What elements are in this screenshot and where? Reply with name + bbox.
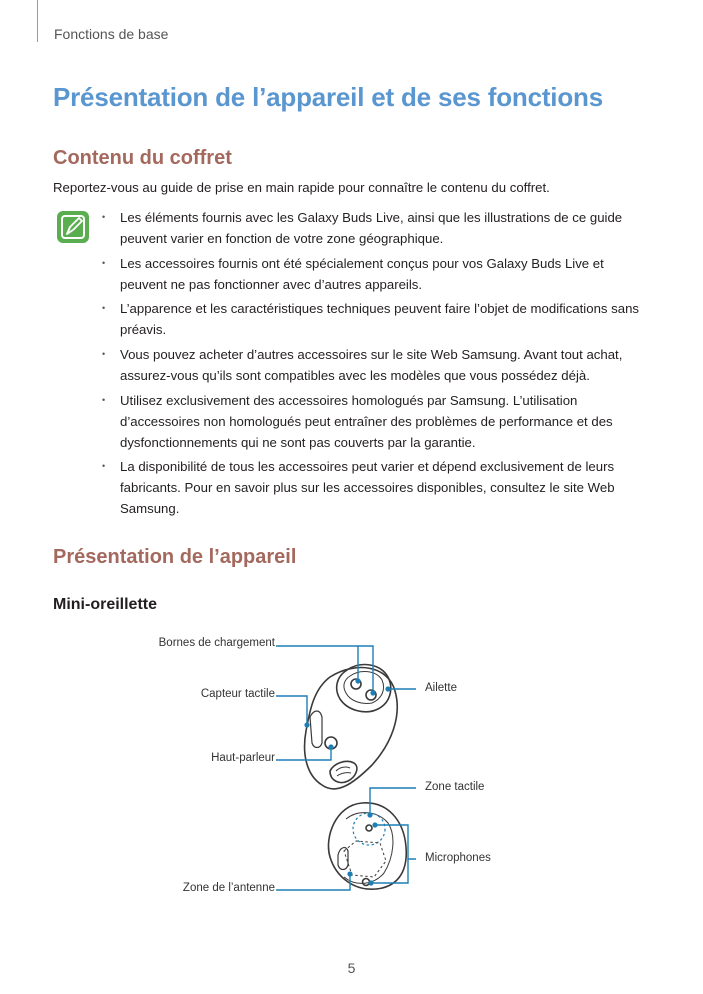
section-heading-device-overview: Présentation de l’appareil [53,546,297,568]
note-pencil-icon [56,210,90,244]
label-charging-contacts: Bornes de chargement [158,637,275,649]
label-antenna-area: Zone de l’antenne [182,882,275,894]
page-number: 5 [347,960,356,976]
note-item: • La disponibilité de tous les accessoires peut varier et dépend exclusivement de leurs fabricants. Pour en savoir plus sur les accessoires disponibles, consultez le site Web Samsung. [100,456,652,519]
earbud-bottom-illustration [328,803,406,889]
note-item: • Vous pouvez acheter d’autres accessoires sur le site Web Samsung. Avant tout achat, assurez-vous qu’ils sont compatibles avec les modèles que vous possédez déjà. [100,344,652,386]
notes-list [100,207,652,523]
margin-rule [37,0,38,42]
running-head: Fonctions de base [54,26,169,42]
label-touch-area: Zone tactile [425,781,485,793]
note-item: • Les éléments fournis avec les Galaxy Buds Live, ainsi que les illustrations de ce guide peuvent varier en fonction de votre zone géographique. [100,207,652,249]
note-item: • L’apparence et les caractéristiques techniques peuvent faire l’objet de modifications sans préavis. [100,298,652,340]
label-touch-sensor: Capteur tactile [200,688,275,700]
label-wing-tip: Ailette [425,682,457,694]
earbud-diagram [0,625,703,900]
note-item: • Les accessoires fournis ont été spécialement conçus pour vos Galaxy Buds Live et peuvent ne pas fonctionner avec d’autres appareils. [100,253,652,295]
label-microphones: Microphones [425,852,491,864]
section-heading-box-contents: Contenu du coffret [53,147,232,169]
subheading-earbud: Mini-oreillette [53,596,158,613]
intro-paragraph: Reportez-vous au guide de prise en main rapide pour connaître le contenu du coffret. [53,180,550,195]
note-item: • Utilisez exclusivement des accessoires homologués par Samsung. L’utilisation d’accessoires non homologués peut entraîner des problèmes de performance et des dysfonctionnements qui ne sont pas couverts par la garantie. [100,390,652,453]
earbud-top-illustration [305,665,398,789]
page-title: Présentation de l’appareil et de ses fonctions [53,82,603,112]
label-speaker: Haut-parleur [211,752,275,764]
